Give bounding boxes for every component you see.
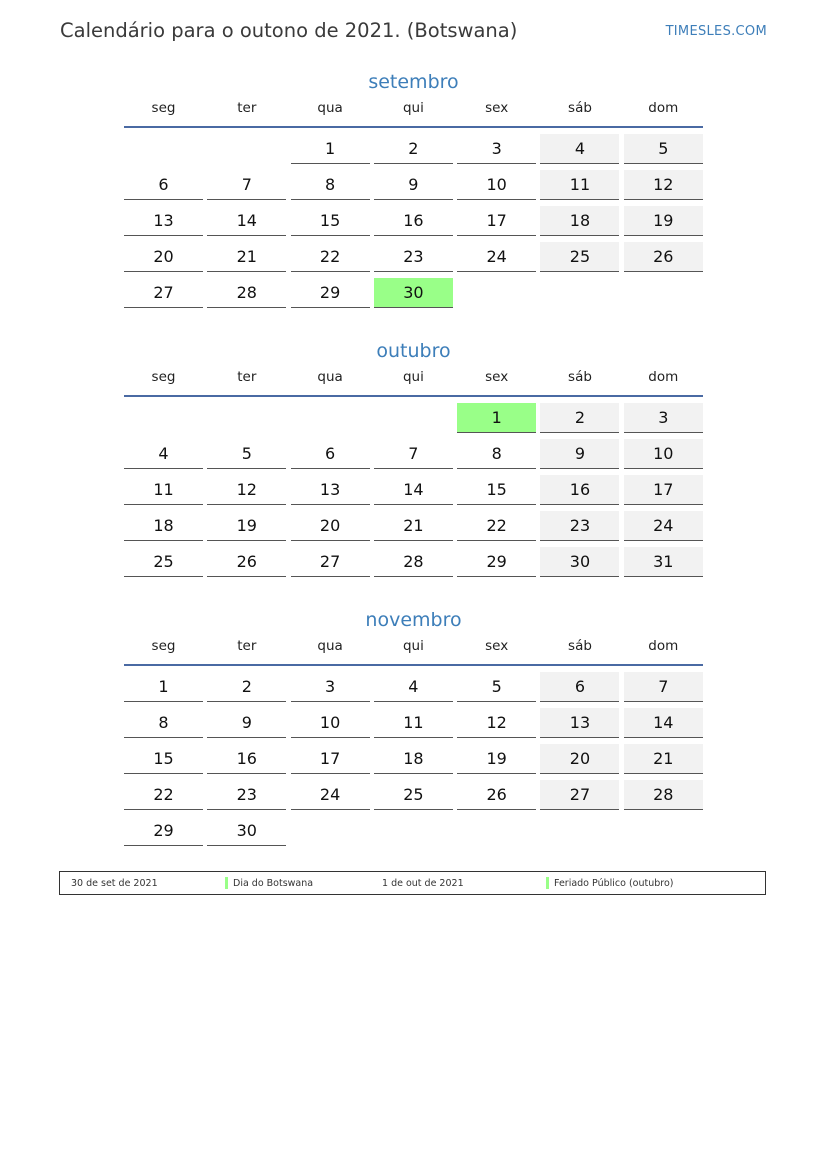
day-cell[interactable]: 5 xyxy=(624,134,703,164)
weekday-label: ter xyxy=(237,100,257,116)
day-cell[interactable]: 7 xyxy=(207,170,286,200)
day-cell[interactable]: 13 xyxy=(291,475,370,505)
day-cell[interactable]: 11 xyxy=(540,170,619,200)
month-october xyxy=(124,339,703,582)
holiday-legend xyxy=(59,871,766,895)
month-grid xyxy=(124,133,703,313)
holiday-marker-icon xyxy=(546,877,549,889)
week-row xyxy=(124,779,703,815)
day-cell[interactable]: 4 xyxy=(374,672,453,702)
day-cell[interactable]: 5 xyxy=(457,672,536,702)
day-cell[interactable]: 8 xyxy=(457,439,536,469)
weekday-label: sáb xyxy=(568,638,592,654)
day-cell[interactable]: 1 xyxy=(291,134,370,164)
week-row xyxy=(124,474,703,510)
empty-cell xyxy=(457,278,536,308)
day-cell[interactable]: 9 xyxy=(374,170,453,200)
weekday-label: qua xyxy=(317,638,343,654)
day-cell[interactable]: 31 xyxy=(624,547,703,577)
day-cell[interactable]: 3 xyxy=(457,134,536,164)
legend-date: 30 de set de 2021 xyxy=(71,878,158,889)
day-cell[interactable]: 27 xyxy=(540,780,619,810)
weekday-label: qua xyxy=(317,100,343,116)
day-cell[interactable]: 9 xyxy=(540,439,619,469)
day-cell[interactable]: 17 xyxy=(291,744,370,774)
day-cell[interactable]: 22 xyxy=(124,780,203,810)
week-row xyxy=(124,402,703,438)
empty-cell xyxy=(624,278,703,308)
day-cell[interactable]: 15 xyxy=(291,206,370,236)
weekday-label: dom xyxy=(648,369,679,385)
day-cell[interactable]: 28 xyxy=(207,278,286,308)
week-row xyxy=(124,546,703,582)
day-cell[interactable]: 16 xyxy=(207,744,286,774)
week-row xyxy=(124,241,703,277)
day-cell[interactable]: 19 xyxy=(207,511,286,541)
day-cell[interactable]: 2 xyxy=(207,672,286,702)
weekday-label: qui xyxy=(402,369,424,385)
empty-cell xyxy=(374,816,453,846)
day-cell[interactable]: 6 xyxy=(540,672,619,702)
month-title: novembro xyxy=(365,609,462,631)
day-cell[interactable]: 25 xyxy=(540,242,619,272)
day-cell[interactable]: 29 xyxy=(124,816,203,846)
weekday-label: sáb xyxy=(568,100,592,116)
week-row xyxy=(124,671,703,707)
day-cell[interactable]: 15 xyxy=(457,475,536,505)
day-cell[interactable]: 14 xyxy=(374,475,453,505)
day-cell[interactable]: 12 xyxy=(624,170,703,200)
day-cell[interactable]: 14 xyxy=(207,206,286,236)
month-grid xyxy=(124,402,703,582)
day-cell[interactable]: 12 xyxy=(207,475,286,505)
weekday-header xyxy=(124,369,703,397)
day-cell[interactable]: 7 xyxy=(624,672,703,702)
day-cell[interactable]: 27 xyxy=(291,547,370,577)
holiday-day-cell[interactable]: 1 xyxy=(457,403,536,433)
day-cell[interactable]: 10 xyxy=(624,439,703,469)
empty-cell xyxy=(207,403,286,433)
empty-cell xyxy=(540,278,619,308)
weekday-label: seg xyxy=(151,369,176,385)
day-cell[interactable]: 23 xyxy=(207,780,286,810)
empty-cell xyxy=(124,403,203,433)
weekday-label: seg xyxy=(151,100,176,116)
day-cell[interactable]: 11 xyxy=(374,708,453,738)
empty-cell xyxy=(291,403,370,433)
day-cell[interactable]: 6 xyxy=(124,170,203,200)
empty-cell xyxy=(207,134,286,164)
day-cell[interactable]: 11 xyxy=(124,475,203,505)
weekday-header xyxy=(124,100,703,128)
weekday-label: sex xyxy=(485,100,509,116)
day-cell[interactable]: 16 xyxy=(374,206,453,236)
day-cell[interactable]: 2 xyxy=(374,134,453,164)
legend-holiday-name: Dia do Botswana xyxy=(233,878,314,889)
empty-cell xyxy=(457,816,536,846)
weekday-label: qui xyxy=(402,100,424,116)
day-cell[interactable]: 17 xyxy=(457,206,536,236)
weekday-label: qui xyxy=(402,638,424,654)
month-september xyxy=(124,70,703,313)
day-cell[interactable]: 6 xyxy=(291,439,370,469)
day-cell[interactable]: 27 xyxy=(124,278,203,308)
day-cell[interactable]: 3 xyxy=(624,403,703,433)
day-cell[interactable]: 21 xyxy=(374,511,453,541)
weekday-label: dom xyxy=(648,638,679,654)
weekday-label: ter xyxy=(237,638,257,654)
day-cell[interactable]: 24 xyxy=(457,242,536,272)
holiday-day-cell[interactable]: 30 xyxy=(374,278,453,308)
week-row xyxy=(124,438,703,474)
empty-cell xyxy=(624,816,703,846)
week-row xyxy=(124,707,703,743)
brand-link[interactable]: TIMESLES.COM xyxy=(665,24,767,39)
day-cell[interactable]: 25 xyxy=(374,780,453,810)
day-cell[interactable]: 21 xyxy=(207,242,286,272)
day-cell[interactable]: 13 xyxy=(124,206,203,236)
day-cell[interactable]: 5 xyxy=(207,439,286,469)
month-title: outubro xyxy=(376,340,451,362)
week-row xyxy=(124,277,703,313)
weekday-label: sáb xyxy=(568,369,592,385)
day-cell[interactable]: 23 xyxy=(374,242,453,272)
empty-cell xyxy=(374,403,453,433)
day-cell[interactable]: 3 xyxy=(291,672,370,702)
day-cell[interactable]: 18 xyxy=(374,744,453,774)
day-cell[interactable]: 16 xyxy=(540,475,619,505)
day-cell[interactable]: 20 xyxy=(291,511,370,541)
day-cell[interactable]: 14 xyxy=(624,708,703,738)
day-cell[interactable]: 7 xyxy=(374,439,453,469)
weekday-header xyxy=(124,638,703,666)
week-row xyxy=(124,743,703,779)
page-title: Calendário para o outono de 2021. (Botswana) xyxy=(60,19,518,42)
day-cell[interactable]: 22 xyxy=(457,511,536,541)
day-cell[interactable]: 28 xyxy=(624,780,703,810)
week-row xyxy=(124,133,703,169)
day-cell[interactable]: 19 xyxy=(457,744,536,774)
legend-date: 1 de out de 2021 xyxy=(382,878,464,889)
day-cell[interactable]: 21 xyxy=(624,744,703,774)
day-cell[interactable]: 1 xyxy=(124,672,203,702)
day-cell[interactable]: 8 xyxy=(291,170,370,200)
day-cell[interactable]: 17 xyxy=(624,475,703,505)
holiday-marker-icon xyxy=(225,877,228,889)
day-cell[interactable]: 26 xyxy=(457,780,536,810)
day-cell[interactable]: 24 xyxy=(291,780,370,810)
empty-cell xyxy=(124,134,203,164)
day-cell[interactable]: 8 xyxy=(124,708,203,738)
day-cell[interactable]: 24 xyxy=(624,511,703,541)
day-cell[interactable]: 4 xyxy=(124,439,203,469)
day-cell[interactable]: 30 xyxy=(207,816,286,846)
day-cell[interactable]: 10 xyxy=(291,708,370,738)
day-cell[interactable]: 15 xyxy=(124,744,203,774)
day-cell[interactable]: 25 xyxy=(124,547,203,577)
weekday-label: ter xyxy=(237,369,257,385)
legend-holiday-name: Feriado Público (outubro) xyxy=(554,878,674,889)
month-november xyxy=(124,608,703,851)
weekday-label: dom xyxy=(648,100,679,116)
week-row xyxy=(124,205,703,241)
day-cell[interactable]: 18 xyxy=(124,511,203,541)
weekday-label: sex xyxy=(485,369,509,385)
week-row xyxy=(124,815,703,851)
day-cell[interactable]: 10 xyxy=(457,170,536,200)
day-cell[interactable]: 13 xyxy=(540,708,619,738)
month-title: setembro xyxy=(368,71,459,93)
day-cell[interactable]: 29 xyxy=(457,547,536,577)
day-cell[interactable]: 2 xyxy=(540,403,619,433)
day-cell[interactable]: 9 xyxy=(207,708,286,738)
day-cell[interactable]: 30 xyxy=(540,547,619,577)
day-cell[interactable]: 22 xyxy=(291,242,370,272)
day-cell[interactable]: 19 xyxy=(624,206,703,236)
weekday-label: sex xyxy=(485,638,509,654)
day-cell[interactable]: 23 xyxy=(540,511,619,541)
month-grid xyxy=(124,671,703,851)
day-cell[interactable]: 26 xyxy=(207,547,286,577)
week-row xyxy=(124,510,703,546)
day-cell[interactable]: 20 xyxy=(540,744,619,774)
empty-cell xyxy=(291,816,370,846)
day-cell[interactable]: 4 xyxy=(540,134,619,164)
day-cell[interactable]: 26 xyxy=(624,242,703,272)
day-cell[interactable]: 28 xyxy=(374,547,453,577)
day-cell[interactable]: 18 xyxy=(540,206,619,236)
week-row xyxy=(124,169,703,205)
day-cell[interactable]: 29 xyxy=(291,278,370,308)
day-cell[interactable]: 12 xyxy=(457,708,536,738)
weekday-label: qua xyxy=(317,369,343,385)
day-cell[interactable]: 20 xyxy=(124,242,203,272)
weekday-label: seg xyxy=(151,638,176,654)
empty-cell xyxy=(540,816,619,846)
